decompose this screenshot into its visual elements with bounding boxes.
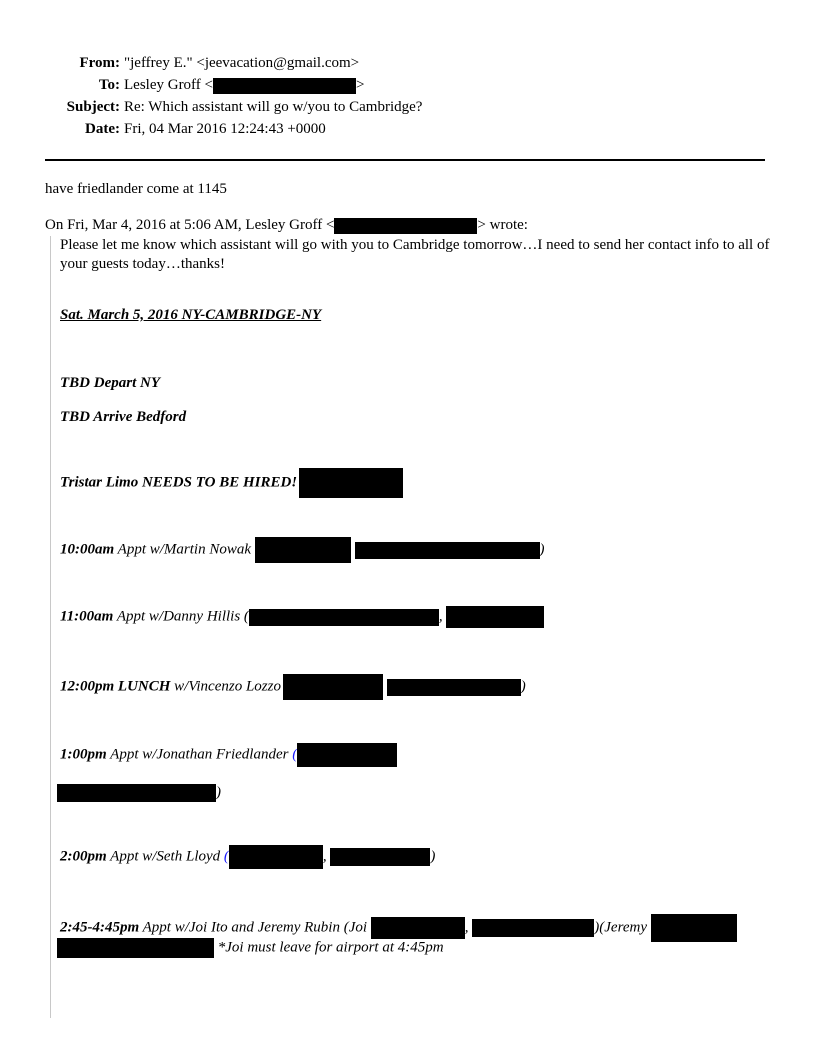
attribution-prefix: On Fri, Mar 4, 2016 at 5:06 AM, Lesley Groff < [45,217,335,233]
limo-text: Tristar Limo NEEDS TO BE HIRED! [60,474,298,491]
appt-text: w/Vincenzo Lozzo [170,678,281,695]
quote-attribution [45,217,528,234]
to-row [48,74,548,96]
redaction-bar [249,609,439,626]
close-paren: ) [430,848,436,865]
from-value: "jeffrey E." <jeevacation@gmail.com> [124,55,360,71]
attribution-suffix: > wrote: [477,217,528,233]
from-row [48,52,548,74]
appt-row-continued [57,784,221,802]
to-value: Lesley Groff < [124,77,213,93]
appt-time: 2:00pm [60,848,107,865]
appt-text: Appt w/Joi Ito and Jeremy Rubin (Joi [139,919,371,936]
close-paren: ) [216,784,221,801]
email-header [48,52,548,140]
quote-bar [50,236,51,1018]
appt-row [60,845,435,869]
close-paren: ) [520,678,526,695]
appt-row [60,606,544,628]
subject-label: Subject: [66,99,120,115]
redaction-bar [330,848,430,866]
jeremy-text: )(Jeremy [594,919,651,936]
subject-value: Re: Which assistant will go w/you to Cambridge? [124,99,423,115]
redaction-bar [651,914,737,942]
redaction-bar [283,674,383,700]
redaction-bar [355,542,540,559]
date-label: Date: [85,121,120,137]
open-paren: ( [223,848,229,865]
redaction-bar [57,784,216,802]
redaction-bar [229,845,323,869]
appt-text: Appt w/Danny Hillis [113,608,244,625]
trip-title: Sat. March 5, 2016 NY-CAMBRIDGE-NY [60,307,322,323]
appt-row [60,537,545,563]
redaction-bar [371,917,465,939]
redaction-bar [299,468,403,498]
appt-time: 12:00pm LUNCH [60,678,171,695]
appt-row [60,674,526,700]
subject-row [48,96,548,118]
date-row [48,118,548,140]
arrive-line: TBD Arrive Bedford [60,409,187,425]
appt-time: 10:00am [60,541,115,558]
redaction-bar [334,218,477,234]
redaction-bar [297,743,397,767]
open-paren: ( [243,608,249,625]
to-label: To: [98,77,120,93]
appt-text: Appt w/Jonathan Friedlander [106,746,293,763]
appt-note: *Joi must leave for airport at 4:45pm [217,939,444,956]
from-label: From: [79,55,120,71]
comma: , [464,919,469,936]
header-divider [45,159,765,161]
depart-line: TBD Depart NY [60,375,160,391]
appt-text: Appt w/Seth Lloyd [106,848,224,865]
appt-time: 1:00pm [60,746,107,763]
comma: , [438,608,443,625]
appt-row [60,743,397,767]
comma: , [322,848,327,865]
redaction-bar [255,537,351,563]
redaction-bar [472,919,594,937]
reply-body: have friedlander come at 1145 [45,181,227,197]
close-paren: ) [539,541,545,558]
redaction-bar [57,938,214,958]
appt-text: Appt w/Martin Nowak [114,541,255,558]
redaction-bar [387,679,521,696]
appt-time: 2:45-4:45pm [60,919,140,936]
to-close: > [356,77,365,93]
date-value: Fri, 04 Mar 2016 12:24:43 +0000 [124,121,326,137]
appt-row-continued [57,938,444,958]
redaction-bar [213,78,356,94]
appt-time: 11:00am [60,608,114,625]
open-paren: ( [292,746,298,763]
limo-line [60,468,403,498]
quoted-intro: Please let me know which assistant will go with you to Cambridge tomorrow…I need to send her contact info to all of your guests today…thanks! [60,237,770,272]
redaction-bar [446,606,544,628]
